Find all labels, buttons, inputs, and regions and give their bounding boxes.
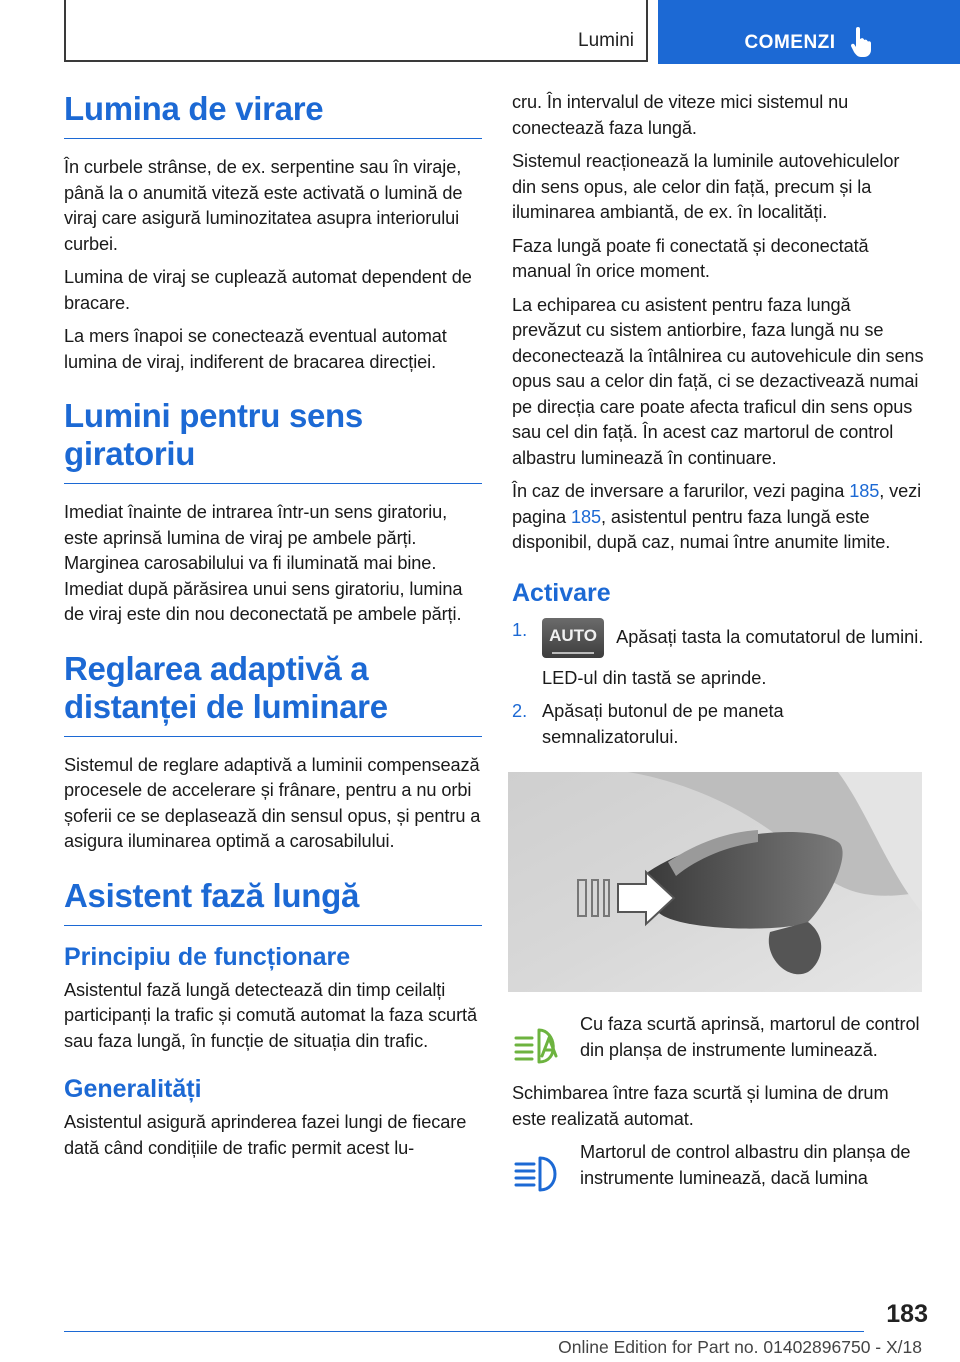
subsection-title: Generalități bbox=[64, 1075, 202, 1103]
section-reglare-adaptiva bbox=[64, 650, 482, 855]
subsection-title: Activare bbox=[512, 578, 611, 607]
indicator-note bbox=[512, 1012, 924, 1071]
step-body bbox=[542, 618, 924, 692]
paragraph: Lumina de viraj se cuplează automat dependent de bracare. bbox=[64, 267, 472, 313]
paragraph: În curbele strânse, de ex. serpentine sau în viraje, până la o anumită viteză este activată o lumină de viraj care asigură luminozitatea asupra interiorului curbei. bbox=[64, 157, 463, 254]
list-item bbox=[512, 618, 924, 692]
indicator-note bbox=[512, 1140, 924, 1199]
footer-edition-text: Online Edition for Part no. 01402896750 - X/18 bbox=[558, 1337, 922, 1357]
indicator-text: Cu faza scurtă aprinsă, martorul de control din planșa de instrumente luminează. bbox=[580, 1014, 920, 1060]
section-title: Reglarea adaptivă a distanței de luminare bbox=[64, 650, 482, 737]
comenzi-button[interactable] bbox=[658, 0, 960, 64]
text: În caz de inversare a farurilor, vezi pagina bbox=[512, 481, 850, 501]
turn-signal-stalk-photo bbox=[508, 772, 922, 992]
comenzi-label: COMENZI bbox=[744, 32, 836, 53]
paragraph: cru. În intervalul de viteze mici sistemul nu conectează faza lungă. bbox=[512, 92, 849, 138]
section-title: Asistent fază lungă bbox=[64, 877, 482, 926]
step-subtext: LED-ul din tastă se aprinde. bbox=[542, 667, 767, 688]
low-beam-auto-indicator-icon bbox=[512, 1012, 566, 1066]
page-link[interactable]: 185 bbox=[849, 481, 880, 501]
step-text: Apăsați butonul de pe maneta semnalizatorului. bbox=[542, 701, 784, 747]
hand-pointer-icon bbox=[850, 27, 874, 57]
step-number: 1. bbox=[512, 619, 528, 640]
page-number: 183 bbox=[886, 1300, 928, 1328]
list-item bbox=[512, 699, 924, 750]
right-column bbox=[512, 90, 924, 1209]
paragraph: Faza lungă poate fi conectată și deconectată manual în orice moment. bbox=[512, 235, 869, 281]
header-section-box bbox=[64, 0, 648, 62]
paragraph: La echiparea cu asistent pentru faza lungă prevăzut cu sistem antiorbire, faza lungă nu se deconectează la întâlnirea cu autovehicule din sens opus sau a celor din față, ci se dezactivează numai pe direcția care poate afecta traficul din sens opus sau cel din față. În acest caz martorul de control albastru luminează în continuare. bbox=[512, 294, 924, 468]
section-title: Lumini pentru sens giratoriu bbox=[64, 397, 482, 484]
footer-divider bbox=[64, 1331, 864, 1332]
paragraph: Asistentul fază lungă detectează din timp ceilalți participanți la trafic și comută automat la faza scurtă sau faza lungă, în funcție de situația din trafic. bbox=[64, 979, 477, 1051]
high-beam-indicator-icon bbox=[512, 1140, 566, 1194]
step-number: 2. bbox=[512, 701, 528, 721]
section-sens-giratoriu bbox=[64, 397, 482, 628]
paragraph: Sistemul de reglare adaptivă a luminii compensează procesele de accelerare și frânare, pentru a nu orbi șoferii ce se deplasează din sensul opus, și pentru a asigura iluminarea optimă a carosabilului. bbox=[64, 754, 481, 851]
auto-key-icon: AUTO bbox=[542, 618, 604, 658]
paragraph: La mers înapoi se conectează eventual automat lumina de viraj, indiferent de bracarea direcției. bbox=[64, 326, 447, 372]
paragraph: Asistentul asigură aprinderea fazei lungi de fiecare dată când condițiile de trafic permit acest lu- bbox=[64, 1112, 467, 1158]
paragraph: Sistemul reacționează la luminile autovehiculelor din sens opus, ale celor din față, precum și la iluminarea ambiantă, de ex. în localități. bbox=[512, 151, 900, 222]
indicator-text: Martorul de control albastru din planșa de instrumente luminează, dacă lumina bbox=[580, 1142, 911, 1188]
header-section-label: Lumini bbox=[578, 30, 634, 51]
section-asistent-faza-lunga bbox=[64, 877, 482, 1162]
left-column bbox=[64, 90, 482, 1183]
text: , asistentul pentru faza lungă este disponibil, după caz, numai între anumite limite. bbox=[512, 506, 891, 552]
text: , vezi pagina bbox=[512, 481, 922, 527]
step-text: Apăsați tasta la comutatorul de lumini. bbox=[616, 626, 924, 647]
section-title: Lumina de virare bbox=[64, 90, 482, 139]
paragraph bbox=[512, 479, 924, 556]
footer-edition bbox=[0, 1337, 960, 1358]
paragraph: Schimbarea între faza scurtă și lumina de drum este realizată automat. bbox=[512, 1083, 889, 1129]
page-link[interactable]: 185 bbox=[570, 506, 602, 527]
section-lumina-de-virare bbox=[64, 90, 482, 375]
paragraph: Imediat înainte de intrarea într-un sens giratoriu, este aprinsă lumina de viraj pe ambele părți. Marginea carosabilului va fi iluminată mai bine. Imediat după părăsirea unui sens giratoriu, lumina de viraj este din nou deconectată pe ambele părți. bbox=[64, 502, 463, 624]
subsection-title: Principiu de funcționare bbox=[64, 942, 351, 971]
